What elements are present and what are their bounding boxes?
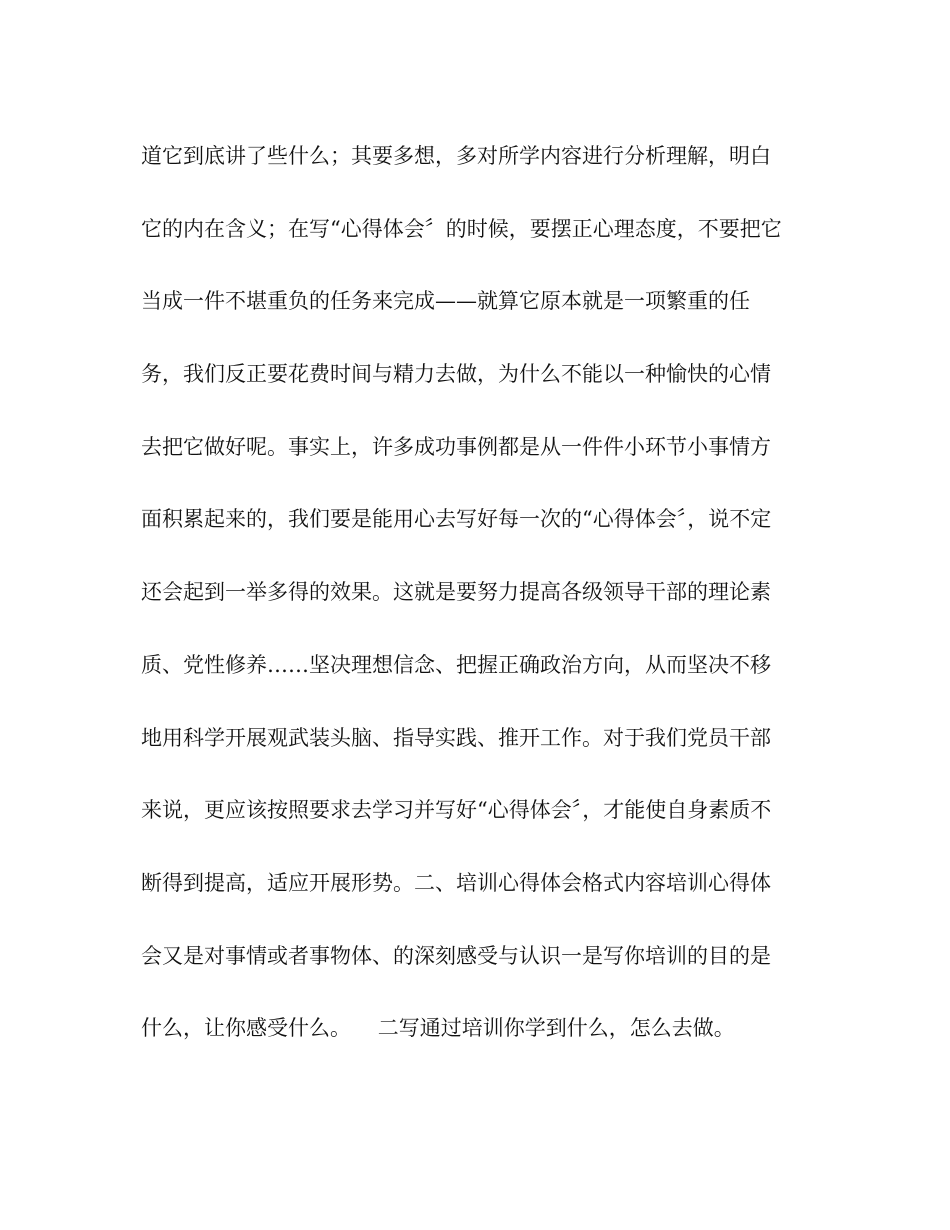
text-line: 断得到提高，适应开展形势。二、培训心得体会格式内容培训心得体	[141, 870, 771, 895]
text-line: 质、党性修养……坚决理想信念、把握正确政治方向，从而坚决不移	[141, 652, 771, 677]
text-line: 来说，更应该按照要求去学习并写好“心得体会〞，才能使自身素质不	[141, 798, 772, 823]
text-line: 道它到底讲了些什么；其要多想，多对所学内容进行分析理解，明白	[141, 144, 771, 168]
body-text	[141, 138, 821, 1083]
text-line: 什么，让你感受什么。 二写通过培训你学到什么，怎么去做。	[141, 1016, 735, 1041]
text-line: 它的内在含义；在写“心得体会〞的时候，要摆正心理态度，不要把它	[141, 216, 782, 241]
text-line: 去把它做好呢。事实上，许多成功事例都是从一件件小环节小事情方	[141, 434, 771, 459]
text-line: 地用科学开展观武装头脑、指导实践、推开工作。对于我们党员干部	[141, 725, 771, 750]
text-line: 当成一件不堪重负的任务来完成——就算它原本就是一项繁重的任	[141, 289, 750, 314]
text-line: 务，我们反正要花费时间与精力去做，为什么不能以一种愉快的心情	[141, 362, 771, 387]
text-line: 面积累起来的，我们要是能用心去写好每一次的“心得体会〞，说不定	[141, 507, 772, 532]
text-line: 还会起到一举多得的效果。这就是要努力提高各级领导干部的理论素	[141, 580, 771, 605]
text-line: 会又是对事情或者事物体、的深刻感受与认识一是写你培训的目的是	[141, 943, 771, 968]
